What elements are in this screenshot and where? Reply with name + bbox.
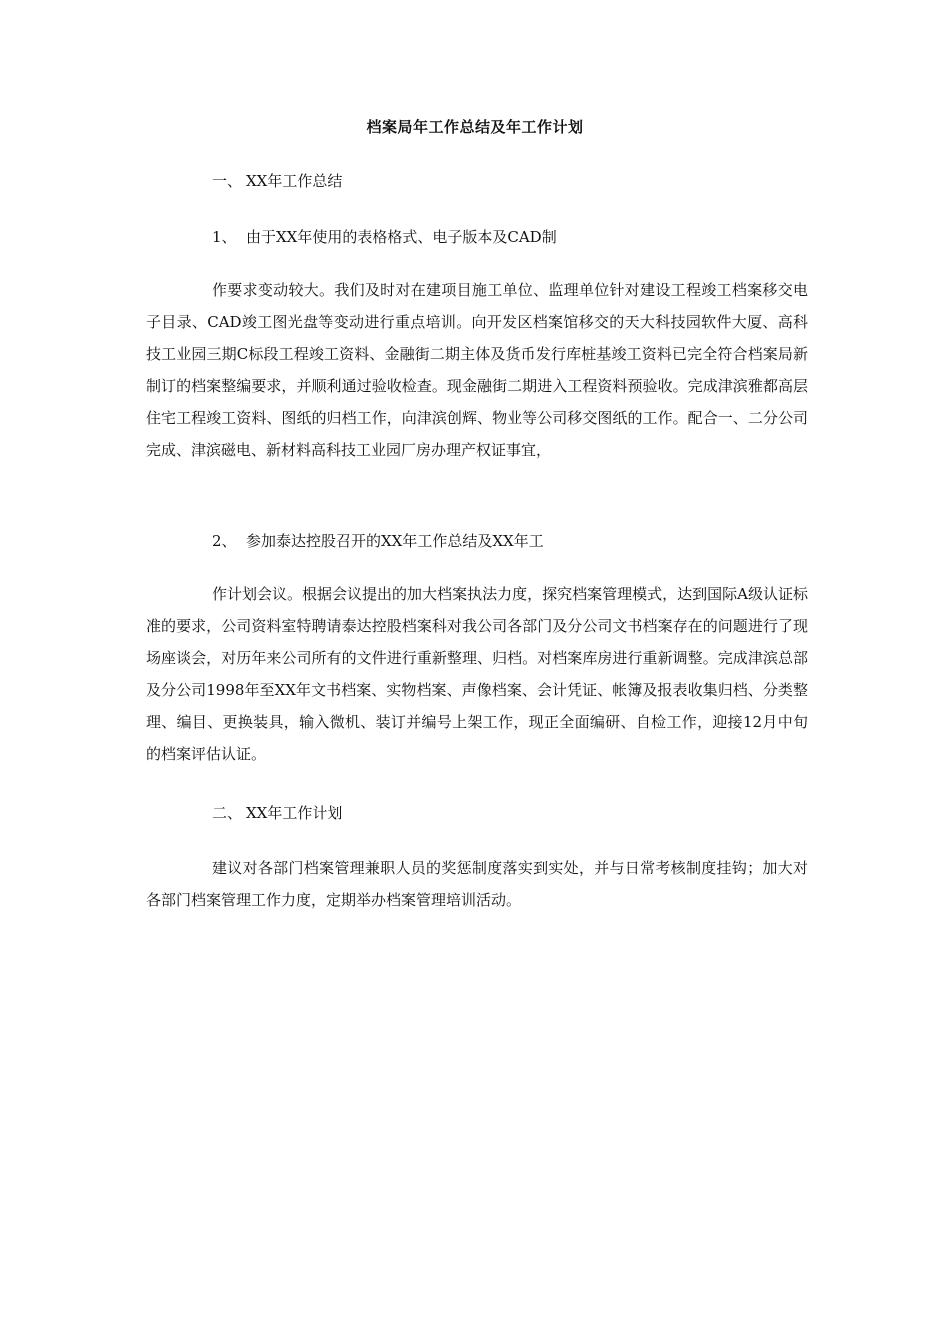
section2-number: 二、 bbox=[212, 804, 243, 822]
item2-body-paragraph: 作计划会议。根据会议提出的加大档案执法力度，探究档案管理模式，达到国际A级认证标准的要求，公司资料室特聘请泰达控股档案科对我公司各部门及分公司文书档案存在的问题进行了现场座谈会，对历年来公司所有的文件进行重新整理、归档。对档案库房进行重新调整。完成津滨总部及分公司1998年至XX年文书档案、实物档案、声像档案、会计凭证、帐簿及报表收集归档、分类整理、编目、更换装具，输入微机、装订并编号上架工作，现正全面编研、自检工作，迎接12月中旬的档案评估认证。 bbox=[146, 585, 808, 763]
item1-heading bbox=[212, 224, 557, 250]
item1-body-paragraph: 作要求变动较大。我们及时对在建项目施工单位、监理单位针对建设工程竣工档案移交电子目录、CAD竣工图光盘等变动进行重点培训。向开发区档案馆移交的天大科技园软件大厦、高科技工业园三期C标段工程竣工资料、金融街二期主体及货币发行库桩基竣工资料已完全符合档案局新制订的档案整编要求，并顺利通过验收检查。现金融街二期进入工程资料预验收。完成津滨雅都高层住宅工程竣工资料、图纸的归档工作，向津滨创辉、物业等公司移交图纸的工作。配合一、二分公司完成、津滨磁电、新材料高科技工业园厂房办理产权证事宜， bbox=[146, 281, 808, 459]
section2-body-paragraph: 建议对各部门档案管理兼职人员的奖惩制度落实到实处，并与日常考核制度挂钩；加大对各部门档案管理工作力度，定期举办档案管理培训活动。 bbox=[146, 859, 808, 909]
section1-heading-text: XX年工作总结 bbox=[246, 172, 343, 190]
section2-heading bbox=[212, 800, 342, 826]
item1-heading-text: 由于XX年使用的表格格式、电子版本及CAD制 bbox=[246, 228, 557, 246]
section1-heading bbox=[212, 168, 342, 194]
section1-number: 一、 bbox=[212, 172, 243, 190]
item2-heading-text: 参加泰达控股召开的XX年工作总结及XX年工 bbox=[246, 532, 544, 550]
document-title: 档案局年工作总结及年工作计划 bbox=[366, 118, 584, 136]
item1-number: 1、 bbox=[212, 228, 237, 246]
item2-heading bbox=[212, 528, 544, 554]
item2-number: 2、 bbox=[212, 532, 237, 550]
section2-heading-text: XX年工作计划 bbox=[246, 804, 343, 822]
